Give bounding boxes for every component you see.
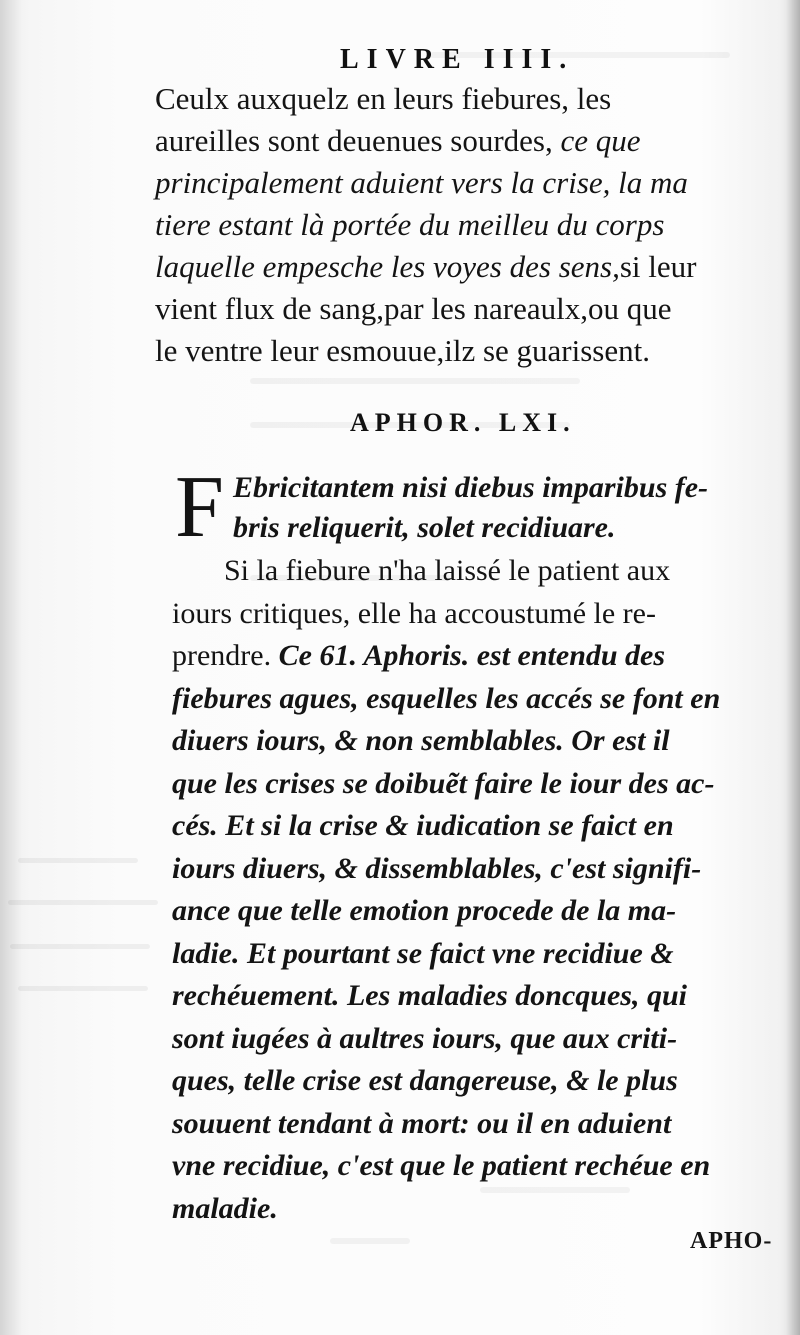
commentary-line: ladie. Et pourtant se faict vne recidiue &	[172, 936, 674, 970]
commentary-line: cés. Et si la crise & iudication se faict en	[172, 809, 674, 842]
commentary-line: ques, telle crise est dangereuse, & le plus	[172, 1064, 678, 1097]
commentary-line: iours diuers, & dissemblables, c'est signifi-	[172, 851, 702, 885]
commentary-line: maladie.	[172, 1191, 278, 1225]
latin-line: Ebricitantem nisi diebus imparibus fe-	[233, 471, 709, 504]
drop-cap: F	[175, 459, 224, 556]
commentary-line: que les crises se doibuẽt faire le iour des ac-	[172, 766, 715, 800]
catchword: APHO-	[690, 1228, 773, 1254]
commentary-line: vne recidiue, c'est que le patient rechéue en	[172, 1149, 711, 1182]
commentary-line: ance que telle emotion procede de la ma-	[172, 894, 677, 927]
aphorism-60-translation	[155, 78, 775, 372]
commentary-line: tiere estant là portée du meilleu du corps	[155, 207, 665, 242]
text-line: Si la fiebure n'ha laissé le patient aux	[224, 554, 671, 587]
aphorism-heading: APHOR. LXI.	[350, 408, 576, 437]
text-line: aureilles sont deuenues sourdes, ce que	[155, 123, 641, 158]
latin-line: bris reliquerit, solet recidiuare.	[233, 511, 616, 544]
commentary-line: souuent tendant à mort: ou il en aduient	[172, 1106, 672, 1140]
commentary-line: principalement aduient vers la crise, la ma	[155, 165, 688, 200]
text-line: iours critiques, elle ha accoustumé le re-	[172, 596, 656, 630]
text-line: Ceulx auxquelz en leurs fiebures, les	[155, 81, 612, 116]
commentary-line: rechéuement. Les maladies doncques, qui	[172, 979, 687, 1012]
commentary-line: laquelle empesche les voyes des sens,si leur	[155, 249, 697, 284]
latin-aphorism	[175, 459, 785, 556]
text-line: prendre. Ce 61. Aphoris. est entendu des	[172, 639, 666, 672]
commentary-line: sont iugées à aultres iours, que aux criti-	[172, 1021, 678, 1055]
commentary-line: diuers iours, & non semblables. Or est il	[172, 724, 670, 757]
latin-text	[233, 468, 785, 548]
text-line: le ventre leur esmouue,ilz se guarissent.	[155, 333, 650, 368]
text-line: vient flux de sang,par les nareaulx,ou que	[155, 291, 672, 326]
french-translation	[172, 550, 787, 1230]
running-head: LIVRE IIII.	[340, 44, 575, 75]
commentary-line: fiebures agues, esquelles les accés se font en	[172, 681, 721, 715]
